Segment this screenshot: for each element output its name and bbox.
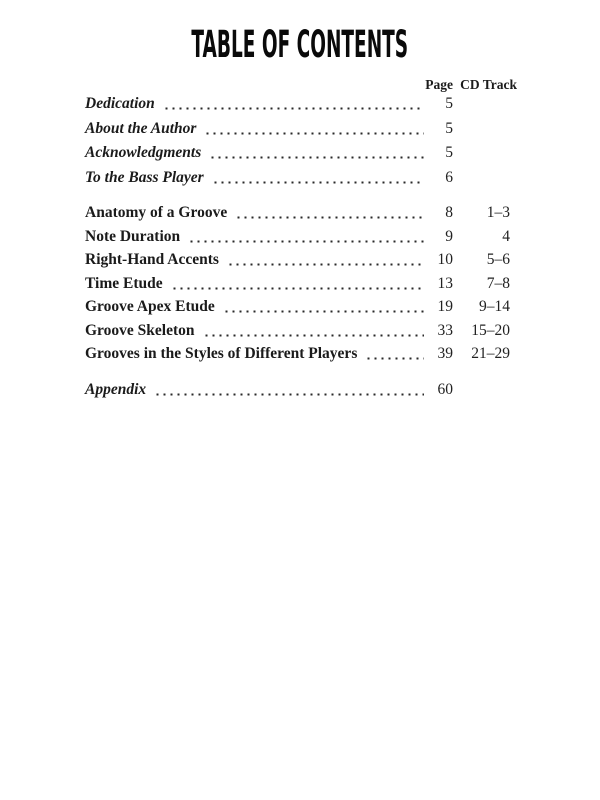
toc-row-time-etude [85,272,510,296]
toc-entry-label: Groove Apex Etude [85,298,215,315]
toc-row-groove-apex-etude [85,295,510,319]
toc-entry-track [453,141,510,166]
toc-header [85,77,517,92]
toc-entry-page: 13 [437,274,453,292]
title-wrap [0,23,600,66]
toc-entry-page: 33 [437,321,453,339]
toc-row-acknowledgments [85,141,510,166]
toc-entry-track [453,378,510,403]
toc-entry-track: 9–14 [479,298,510,315]
track-column-header: CD Track [460,77,517,92]
dot-leader [161,92,424,117]
toc-entry-label: Groove Skeleton [85,321,195,339]
toc-entry-page: 6 [445,168,453,186]
toc-entry-page: 5 [445,119,453,137]
page-title: TABLE OF CONTENTS [191,23,409,66]
toc-entry-track [453,117,510,142]
toc-entry-page: 19 [437,298,453,315]
toc-row-appendix [85,378,510,403]
dot-leader [201,319,425,343]
dot-leader [202,117,424,142]
dot-leader [233,201,424,225]
toc-entry-track [453,166,510,191]
toc-row-about-the-author [85,117,510,142]
toc-entry-label: Note Duration [85,227,181,245]
toc-row-dedication [85,92,510,117]
toc-row-anatomy-of-a-groove [85,201,510,225]
dot-leader [169,272,424,296]
dot-leader [363,342,424,366]
toc-entry-page: 39 [437,345,453,362]
back-matter-section [85,378,510,403]
toc-entry-label: Dedication [85,95,155,112]
toc-entry-page: 10 [437,251,453,268]
toc-entry-label: Appendix [85,380,147,398]
front-matter-section [85,92,510,190]
toc-row-note-duration [85,225,510,249]
toc-entry-track: 4 [502,227,510,245]
dot-leader [221,295,424,319]
toc-entry-label: Anatomy of a Groove [85,204,228,221]
toc-entry-label: Acknowledgments [85,144,202,161]
dot-leader [225,248,424,272]
dot-leader [152,378,424,403]
toc-entry-label: Grooves in the Styles of Different Players [85,345,358,362]
dot-leader [210,166,424,191]
toc-entry-page: 60 [437,380,453,398]
page-column-header: Page [425,77,453,92]
toc-entry-track [453,92,510,117]
toc-entry-label: Right-Hand Accents [85,251,219,268]
toc-entry-track: 15–20 [471,321,510,339]
toc-row-grooves-in-the-styles [85,342,510,366]
table-of-contents [85,77,517,402]
toc-entry-page: 9 [445,227,453,245]
toc-entry-page: 8 [445,204,453,221]
chapters-section [85,201,510,366]
toc-entry-page: 5 [445,95,453,112]
dot-leader [186,225,424,249]
toc-entry-label: About the Author [85,119,197,137]
toc-entry-track: 1–3 [486,204,510,221]
dot-leader [207,141,424,166]
toc-row-right-hand-accents [85,248,510,272]
toc-row-groove-skeleton [85,319,510,343]
toc-entry-label: Time Etude [85,274,163,292]
toc-entry-track: 21–29 [471,345,510,362]
toc-entry-track: 5–6 [486,251,510,268]
toc-entry-track: 7–8 [486,274,510,292]
toc-entry-page: 5 [445,144,453,161]
toc-row-to-the-bass-player [85,166,510,191]
toc-entry-label: To the Bass Player [85,168,204,186]
